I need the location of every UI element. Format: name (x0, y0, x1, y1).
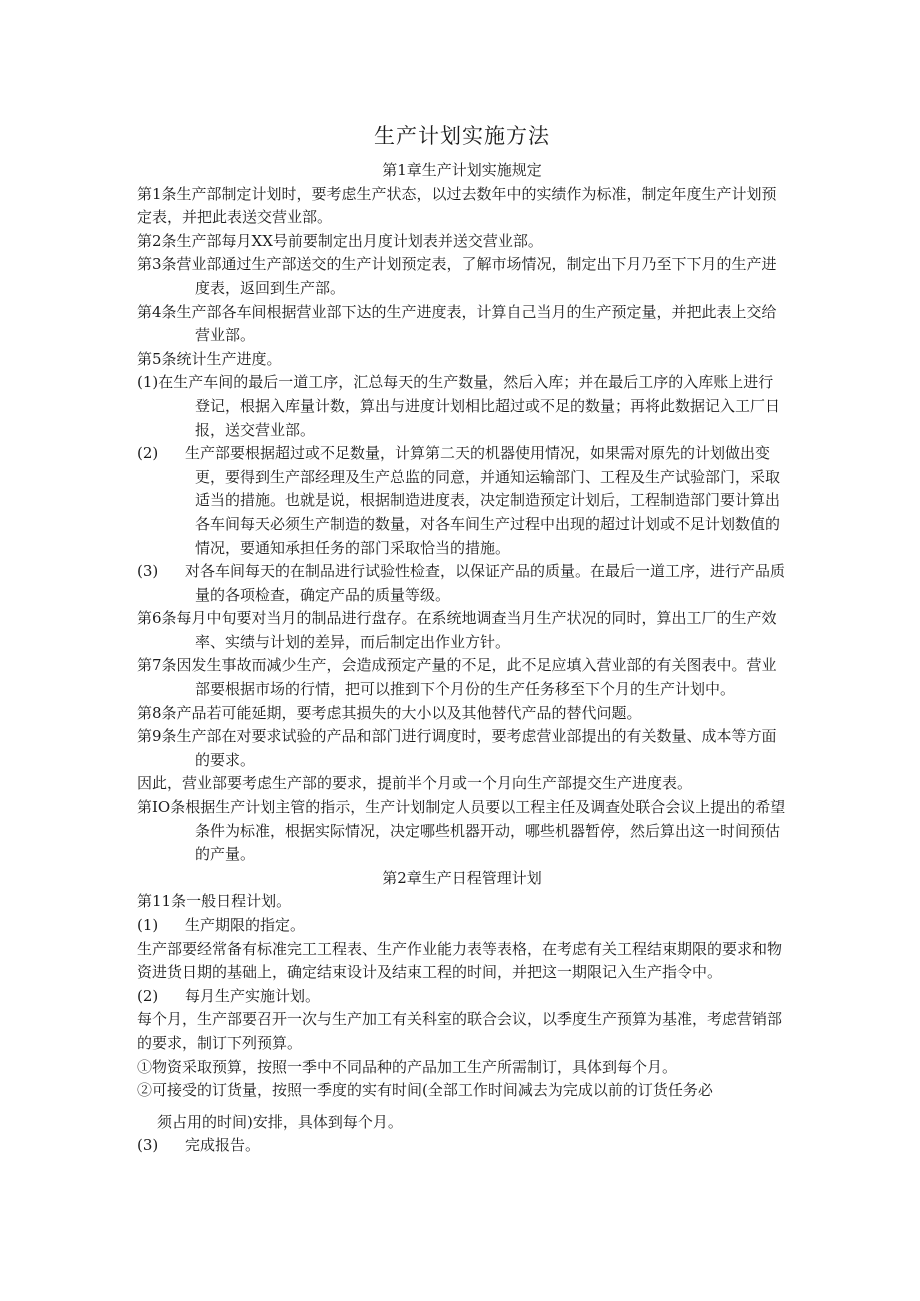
article-9-note: 因此，营业部要考虑生产部的要求，提前半个月或一个月向生产部提交生产进度表。 (137, 774, 693, 793)
article-3: 第3条营业部通过生产部送交的生产计划预定表，了解市场情况，制定出下月乃至下下月的生产进度表，返回到生产部。 (137, 255, 777, 297)
article-5: 第5条统计生产进度。 (137, 349, 282, 368)
item-number: (2) (137, 444, 159, 463)
item-text: 生产期限的指定。 (185, 916, 306, 934)
item-text: 生产部要根据超过或不足数量，计算第二天的机器使用情况，如果需对原先的计划做出变更，要得到生产部经理及生产总监的同意，并通知运输部门、工程及生产试验部门，采取适当的措施。也就是说，根据制造进度表，决定制造预定计划后，工程制造部门要计算出各车间每天必须生产制造的数量，对各车间生产过程中出现的超过计划或不足计划数值的情况，要通知承担任务的部门采取恰当的措施。 (185, 444, 781, 557)
article-9: 第9条生产部在对要求试验的产品和部门进行调度时，要考虑营业部提出的有关数量、成本等方面的要求。 (137, 727, 777, 769)
article-11-item-1 (137, 914, 787, 938)
article-11-item-2-text: 每个月，生产部要召开一次与生产加工有关科室的联合会议，以季度生产预算为基准，考虑营销部的要求，制订下列预算。 (137, 1010, 783, 1052)
budget-item-b-continued: 须占用的时间)安排，具体到每个月。 (157, 1112, 403, 1131)
article-1: 第1条生产部制定计划时，要考虑生产状态，以过去数年中的实绩作为标准，制定年度生产计划预定表，并把此表送交营业部。 (137, 184, 777, 227)
budget-item-a: ①物资采取预算，按照一季中不同品种的产品加工生产所需制订，具体到每个月。 (137, 1057, 678, 1076)
article-11-item-3 (137, 1134, 787, 1158)
item-text: 对各车间每天的在制品进行试验性检查，以保证产品的质量。在最后一道工序，进行产品质量的各项检查，确定产品的质量等级。 (185, 562, 786, 604)
article-5-item-1: (1)在生产车间的最后一道工序，汇总每天的生产数量，然后入库；并在最后工序的入库账上进行登记，根据入库量计数，算出与进度计划相比超过或不足的数量；再将此数据记入工厂日报，送交营业部。 (137, 373, 781, 439)
item-number: (3) (137, 1136, 159, 1155)
item-number: (2) (137, 986, 159, 1005)
document-body (137, 159, 787, 1158)
document-title: 生产计划实施方法 (374, 124, 550, 148)
budget-item-b: ②可接受的订货量，按照一季度的实有时间(全部工作时间减去为完成以前的订货任务必 (137, 1081, 713, 1100)
article-10: 第IO条根据生产计划主管的指示，生产计划制定人员要以工程主任及调查处联合会议上提出的希望条件为标准，根据实际情况，决定哪些机器开动，哪些机器暂停，然后算出这一时间预估的产量。 (137, 798, 786, 864)
article-11-item-1-text: 生产部要经常备有标准完工工程表、生产作业能力表等表格，在考虑有关工程结束期限的要求和物资进货日期的基础上，确定结束设计及结束工程的时间，并把这一期限记入生产指令中。 (137, 939, 783, 982)
article-4: 第4条生产部各车间根据营业部下达的生产进度表，计算自己当月的生产预定量，并把此表上交给营业部。 (137, 302, 777, 345)
chapter-2-heading: 第2章生产日程管理计划 (382, 868, 542, 887)
item-text: 完成报告。 (185, 1136, 261, 1155)
article-6: 第6条每月中旬要对当月的制品进行盘存。在系统地调查当月生产状况的同时，算出工厂的生产效率、实绩与计划的差异，而后制定出作业方针。 (137, 609, 777, 651)
item-number: (1) (137, 916, 159, 934)
chapter-1-heading: 第1章生产计划实施规定 (382, 161, 542, 179)
item-text: 每月生产实施计划。 (185, 986, 321, 1005)
article-7: 第7条因发生事故而减少生产，会造成预定产量的不足，此不足应填入营业部的有关图表中。营业部要根据市场的行情，把可以推到下个月份的生产任务移至下个月的生产计划中。 (137, 656, 777, 699)
item-number: (3) (137, 562, 159, 581)
article-5-item-2 (137, 442, 787, 560)
article-11-item-2 (137, 985, 787, 1009)
article-2: 第2条生产部每月XX号前要制定出月度计划表并送交营业部。 (137, 231, 543, 250)
article-11: 第11条一般日程计划。 (137, 892, 292, 911)
article-8: 第8条产品若可能延期，要考虑其损失的大小以及其他替代产品的替代问题。 (137, 703, 642, 722)
article-5-item-3 (137, 560, 787, 607)
